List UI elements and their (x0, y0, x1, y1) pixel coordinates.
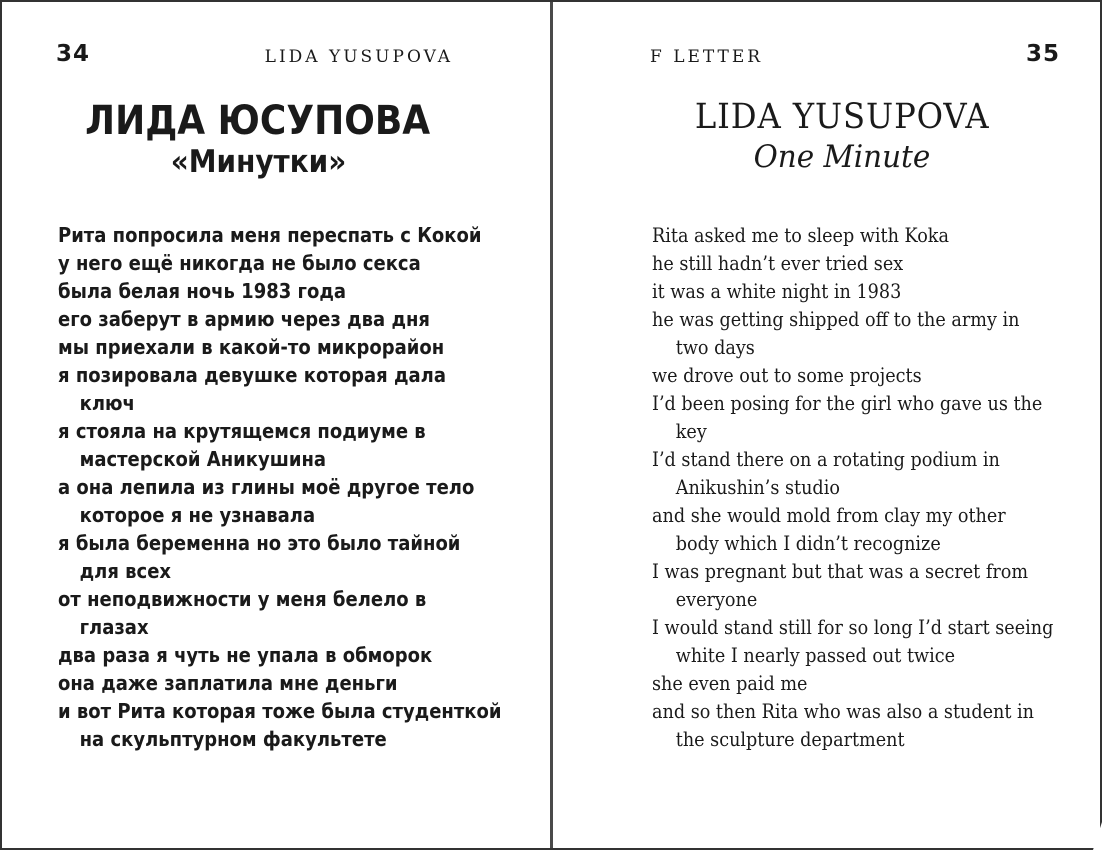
poem-subtitle-english: One Minute (753, 139, 931, 175)
poem-line: key (675, 419, 707, 443)
poem-line: я позировала девушке которая дала (58, 363, 447, 387)
poem-line: у него ещё никогда не было секса (58, 251, 421, 275)
poem-line: I was pregnant but that was a secret from (652, 559, 1029, 583)
page-number-right: 35 (1025, 41, 1060, 67)
running-head-left: LIDA YUSUPOVA (264, 47, 453, 67)
poem-line: Anikushin’s studio (675, 475, 840, 499)
poem-line: I’d been posing for the girl who gave us the (652, 391, 1043, 415)
poem-line: а она лепила из глины моё другое тело (58, 475, 475, 499)
poem-line: everyone (675, 587, 758, 611)
poem-line: я была беременна но это было тайной (58, 531, 461, 555)
poem-line: I’d stand there on a rotating podium in (652, 447, 1000, 471)
poem-line: I would stand still for so long I’d start seeing (652, 615, 1054, 639)
running-head-right: F LETTER (650, 47, 764, 67)
poem-line: the sculpture department (675, 727, 905, 751)
poem-line: white I nearly passed out twice (675, 643, 955, 667)
poem-line: я стояла на крутящемся подиуме в (58, 419, 426, 443)
poem-line: it was a white night in 1983 (652, 279, 902, 303)
poem-line: Рита попросила меня переспать с Кокой (58, 223, 482, 247)
poem-line: от неподвижности у меня белело в (58, 587, 427, 611)
poem-line: на скульптурном факультете (79, 727, 387, 751)
poem-line: Rita asked me to sleep with Koka (652, 223, 949, 247)
poem-line: she even paid me (652, 671, 808, 695)
poem-line: была белая ночь 1983 года (58, 279, 346, 303)
poem-line: two days (675, 335, 755, 359)
page-divider (550, 0, 553, 850)
poem-title-russian: ЛИДА ЮСУПОВА (85, 98, 431, 144)
poem-russian (58, 221, 502, 753)
poem-line: and so then Rita who was also a student in (652, 699, 1035, 723)
title-block-english (589, 96, 1095, 176)
poem-line: которое я не узнавала (79, 503, 316, 527)
poem-line: для всех (79, 559, 172, 583)
poem-line: мастерской Аникушина (79, 447, 327, 471)
poem-line: body which I didn’t recognize (675, 531, 941, 555)
poem-line: она даже заплатила мне деньги (58, 671, 398, 695)
page-number-left: 34 (56, 41, 91, 67)
poem-line: and she would mold from clay my other (652, 503, 1006, 527)
poem-line: два раза я чуть не упала в обморок (58, 643, 433, 667)
poem-title-english: LIDA YUSUPOVA (694, 97, 990, 137)
title-block-russian (57, 98, 459, 180)
poem-line: и вот Рита которая тоже была студенткой (58, 699, 502, 723)
poem-english (652, 221, 1053, 753)
poem-line: мы приехали в какой-то микрорайон (58, 335, 445, 359)
poem-line: he still hadn’t ever tried sex (652, 251, 904, 275)
poem-line: he was getting shipped off to the army in (652, 307, 1020, 331)
poem-line: его заберут в армию через два дня (58, 307, 430, 331)
poem-subtitle-russian: «Минутки» (170, 144, 346, 180)
poem-line: глазах (79, 615, 149, 639)
poem-line: ключ (79, 391, 135, 415)
poem-line: we drove out to some projects (652, 363, 922, 387)
